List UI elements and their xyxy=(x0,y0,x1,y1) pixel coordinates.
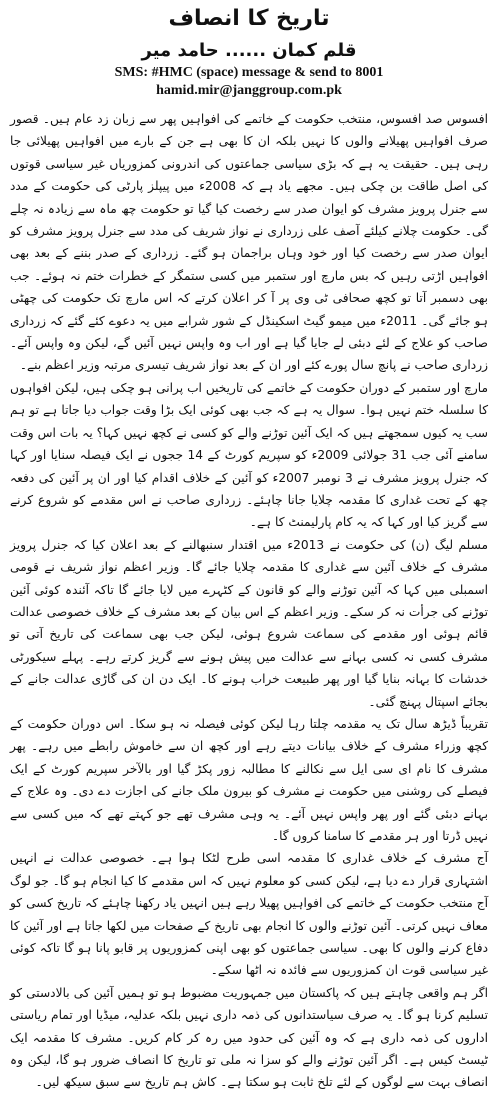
article-paragraph: تقریباً ڈیڑھ سال تک یہ مقدمہ چلتا رہا لیکن کوئی فیصلہ نہ ہو سکا۔ اس دوران حکومت کے کچھ وزراء مشرف کے خلاف بیانات دیتے رہے اور کچھ ان سے خاموش رابطے میں رہے۔ پھر مشرف کا نام ای سی ایل سے نکالنے کا مطالبہ زور پکڑ گیا اور بالآخر سپریم کورٹ کے ایک فیصلے کی روشنی میں حکومت نے مشرف کو بیرون ملک جانے کی اجازت دے دی۔ وہ علاج کے بہانے دبئی گئے اور پھر واپس نہیں آئے۔ یہ وہی مشرف تھے جو کہتے تھے کہ میں کسی سے نہیں ڈرتا اور ہر مقدمے کا سامنا کروں گا۔ xyxy=(10,716,488,843)
article-body xyxy=(10,108,488,1090)
author-email: hamid.mir@janggroup.com.pk xyxy=(156,83,342,98)
article-paragraph: افسوس صد افسوس، منتخب حکومت کے خاتمے کی افواہیں پھر سے زبان زد عام ہیں۔ قصور صرف افواہیں پھیلانے والوں کا نہیں بلکہ ان کا بھی ہے جن کے بارے میں افواہیں پھیلائی جا رہی ہیں۔ حقیقت یہ ہے کہ بڑی سیاسی جماعتوں کی اندرونی کمزوریاں غیر سیاسی قوتوں کی اصل طاقت بن چکی ہیں۔ مجھے یاد ہے کہ 2008ء میں پیپلز پارٹی کی حکومت کے مدد سے جنرل پرویز مشرف کو ایوان صدر سے رخصت کیا گیا تو حکومت چھ ماہ سے زیادہ نہ چلے گی۔ حکومت چلانے کیلئے آصف علی زرداری نے نواز شریف کی مدد سے جنرل پرویز مشرف کو ایوان صدر سے رخصت کیا اور خود وہاں براجمان ہو گئے۔ زرداری کے صدر بننے کے بعد بھی افواہیں اڑتی رہیں کہ بس مارچ اور ستمبر میں کسی ستمگر کے خطرات ختم نہ ہوئے۔ جب بھی دسمبر آتا تو کچھ صحافی ٹی وی پر آ کر اعلان کرتے کہ اس مارچ تک حکومت کی چھٹی ہو جائے گی۔ 2011ء میں میمو گیٹ اسکینڈل کے شور شرابے میں یہ دعوے کئے گئے کہ زرداری صاحب کو علاج کے لئے دبئی لے جایا گیا ہے اور اب وہ واپس نہیں آئیں گے، لیکن وہ واپس آئے۔ زرداری صاحب نے پانچ سال پورے کئے اور ان کے بعد نواز شریف تیسری مرتبہ وزیر اعظم بنے۔ xyxy=(10,112,488,373)
article-paragraph: اگر ہم واقعی چاہتے ہیں کہ پاکستان میں جمہوریت مضبوط ہو تو ہمیں آئین کی بالادستی کو تسلیم کرنا ہو گا۔ یہ صرف سیاستدانوں کی ذمہ داری نہیں بلکہ عدلیہ، میڈیا اور تمام ریاستی اداروں کی ذمہ داری ہے کہ وہ آئین کی حدود میں رہ کر کام کریں۔ مشرف کا مقدمہ ایک ٹیسٹ کیس ہے۔ اگر آئین توڑنے والے کو سزا نہ ملی تو تاریخ کا انصاف ضرور ہو گا، لیکن وہ انصاف بہت سے لوگوں کے لئے تلخ ثابت ہو سکتا ہے۔ کاش ہم تاریخ سے سبق سیکھ لیں۔ xyxy=(10,985,488,1090)
article-paragraph: آج مشرف کے خلاف غداری کا مقدمہ اسی طرح لٹکا ہوا ہے۔ خصوصی عدالت نے انہیں اشتہاری قرار دے دیا ہے، لیکن کسی کو معلوم نہیں کہ اس مقدمے کا کیا انجام ہو گا۔ جو لوگ آج منتخب حکومت کے خاتمے کی افواہیں پھیلا رہے ہیں انہیں یاد رکھنا چاہئے کہ تاریخ کسی کو معاف نہیں کرتی۔ آئین توڑنے والوں کا انجام بھی تاریخ کے صفحات میں لکھا جاتا ہے اور آئین کا دفاع کرنے والوں کا بھی۔ سیاسی جماعتوں کو بھی اپنی کمزوریوں پر قابو پانا ہو گا تاکہ کوئی غیر سیاسی قوت ان کمزوریوں سے فائدہ نہ اٹھا سکے۔ xyxy=(10,851,488,978)
article-paragraph: مسلم لیگ (ن) کی حکومت نے 2013ء میں اقتدار سنبھالنے کے بعد اعلان کیا کہ جنرل پرویز مشرف کے خلاف آئین سے غداری کا مقدمہ چلایا جائے گا۔ وزیر اعظم نواز شریف نے قومی اسمبلی میں کہا کہ آئین توڑنے والے کو قانون کے کٹہرے میں لایا جائے گا تاکہ آئندہ کوئی آئین توڑنے کی جرأت نہ کر سکے۔ وزیر اعظم کے اس بیان کے بعد مشرف کے خلاف خصوصی عدالت قائم ہوئی اور مقدمے کی سماعت شروع ہوئی، لیکن جب بھی سماعت کی تاریخ آتی تو مشرف کسی نہ کسی بہانے سے عدالت میں پیش ہونے سے گریز کرتے رہے۔ پہلے سیکورٹی خدشات کا بہانہ بنایا گیا اور پھر طبیعت خراب ہونے کا۔ ایک دن ان کی گاڑی عدالت جانے کے بجائے اسپتال پہنچ گئی۔ xyxy=(10,537,488,709)
sms-line: SMS: #HMC (space) message & send to 8001 xyxy=(114,65,384,80)
article-paragraph: مارچ اور ستمبر کے دوران حکومت کے خاتمے کی تاریخیں اب پرانی ہو چکی ہیں، لیکن افواہوں کا سلسلہ ختم نہیں ہوا۔ سوال یہ ہے کہ جب بھی کوئی ایک بڑا وقت جواب دیا جاتا ہے تو ہم سب یہ کیوں سمجھتے ہیں کہ ایک آئین توڑنے والے کو کسی نے کچھ نہیں کہا؟ یہ بات اس وقت سامنے آئی جب 31 جولائی 2009ء کو سپریم کورٹ کے 14 ججوں نے ایک فیصلہ سنایا اور کہا کہ جنرل پرویز مشرف نے 3 نومبر 2007ء کو آئین کے خلاف اقدام کیا اور ان پر آئین کی دفعہ چھ کے تحت غداری کا مقدمہ چلایا جانا چاہئے۔ زرداری صاحب نے اس مقدمے کو شروع کرنے سے گریز کیا اور کہا کہ یہ کام پارلیمنٹ کا ہے۔ xyxy=(10,380,488,530)
article-title: تاریخ کا انصاف xyxy=(168,6,330,31)
column-byline: قلم کمان ...... حامد میر xyxy=(141,40,357,61)
